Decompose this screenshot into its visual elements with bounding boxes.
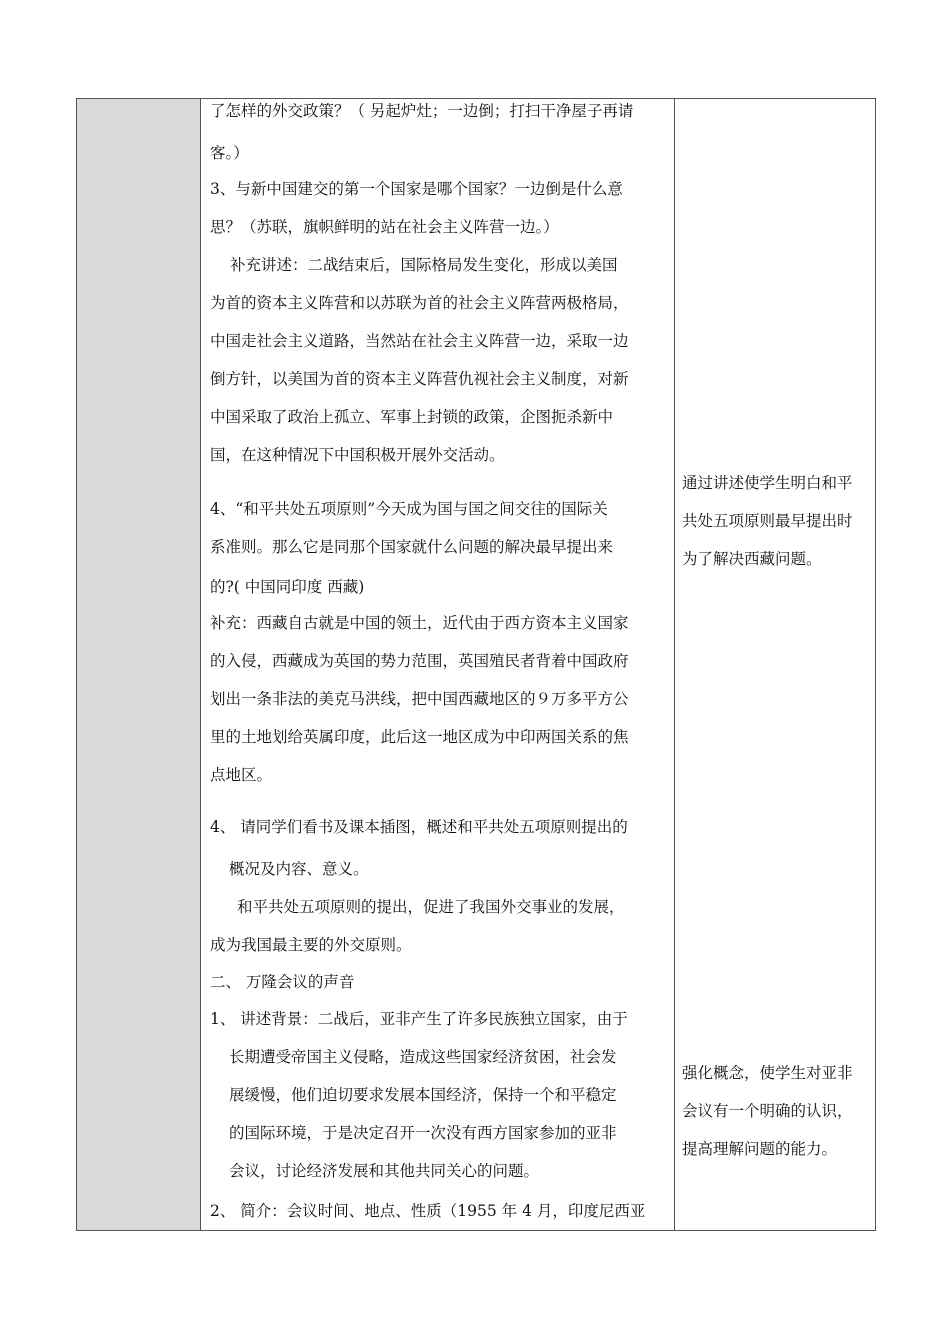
content-line: 国，在这种情况下中国积极开展外交活动。 xyxy=(210,446,505,464)
content-line: 客。） xyxy=(210,144,249,162)
content-line: 3、与新中国建交的第一个国家是哪个国家？一边倒是什么意 xyxy=(210,180,623,198)
content-line: 二、 万隆会议的声音 xyxy=(210,973,355,991)
note-line: 为了解决西藏问题。 xyxy=(682,550,822,568)
content-line: 中国走社会主义道路，当然站在社会主义阵营一边，采取一边 xyxy=(210,332,629,350)
content-line: 成为我国最主要的外交原则。 xyxy=(210,936,412,954)
content-line: 为首的资本主义阵营和以苏联为首的社会主义阵营两极格局， xyxy=(210,294,629,312)
note-line: 会议有一个明确的认识， xyxy=(682,1102,853,1120)
content-line: 划出一条非法的美克马洪线，把中国西藏地区的９万多平方公 xyxy=(210,690,629,708)
left-shaded-column xyxy=(77,99,201,1230)
content-line: 了怎样的外交政策？（ 另起炉灶；一边倒；打扫干净屋子再请 xyxy=(210,102,634,120)
content-line: 1、 讲述背景：二战后，亚非产生了许多民族独立国家，由于 xyxy=(210,1010,628,1028)
content-line: 的国际环境，于是决定召开一次没有西方国家参加的亚非 xyxy=(229,1124,617,1142)
content-line: 展缓慢，他们迫切要求发展本国经济，保持一个和平稳定 xyxy=(229,1086,617,1104)
note-line: 通过讲述使学生明白和平 xyxy=(682,474,853,492)
content-line: 点地区。 xyxy=(210,766,273,784)
content-line: 里的土地划给英属印度，此后这一地区成为中印两国关系的焦 xyxy=(210,728,629,746)
content-line: 长期遭受帝国主义侵略，造成这些国家经济贫困，社会发 xyxy=(229,1048,617,1066)
content-line: 补充：西藏自古就是中国的领土，近代由于西方资本主义国家 xyxy=(210,614,629,632)
lesson-plan-table xyxy=(76,98,876,1231)
content-line: 的入侵，西藏成为英国的势力范围，英国殖民者背着中国政府 xyxy=(210,652,629,670)
content-line: 4、“和平共处五项原则”今天成为国与国之间交往的国际关 xyxy=(210,500,608,518)
content-line: 系准则。那么它是同那个国家就什么问题的解决最早提出来 xyxy=(210,538,614,556)
content-line: 中国采取了政治上孤立、军事上封锁的政策，企图扼杀新中 xyxy=(210,408,614,426)
content-line: 补充讲述：二战结束后，国际格局发生变化，形成以美国 xyxy=(230,256,618,274)
content-line: 思？（苏联，旗帜鲜明的站在社会主义阵营一边。） xyxy=(210,218,559,236)
content-line: 会议，讨论经济发展和其他共同关心的问题。 xyxy=(229,1162,540,1180)
content-line: 概况及内容、意义。 xyxy=(229,860,369,878)
content-line: 和平共处五项原则的提出，促进了我国外交事业的发展， xyxy=(237,898,625,916)
teaching-content-column xyxy=(201,99,675,1230)
note-line: 强化概念，使学生对亚非 xyxy=(682,1064,853,1082)
content-line: 的?( 中国同印度 西藏) xyxy=(210,578,365,596)
note-line: 提高理解问题的能力。 xyxy=(682,1140,838,1158)
design-intent-column xyxy=(675,99,875,1230)
content-line: 2、 简介：会议时间、地点、性质（1955 年 4 月，印度尼西亚 xyxy=(210,1202,646,1220)
note-line: 共处五项原则最早提出时 xyxy=(682,512,853,530)
content-line: 倒方针，以美国为首的资本主义阵营仇视社会主义制度，对新 xyxy=(210,370,629,388)
content-line: 4、 请同学们看书及课本插图，概述和平共处五项原则提出的 xyxy=(210,818,628,836)
